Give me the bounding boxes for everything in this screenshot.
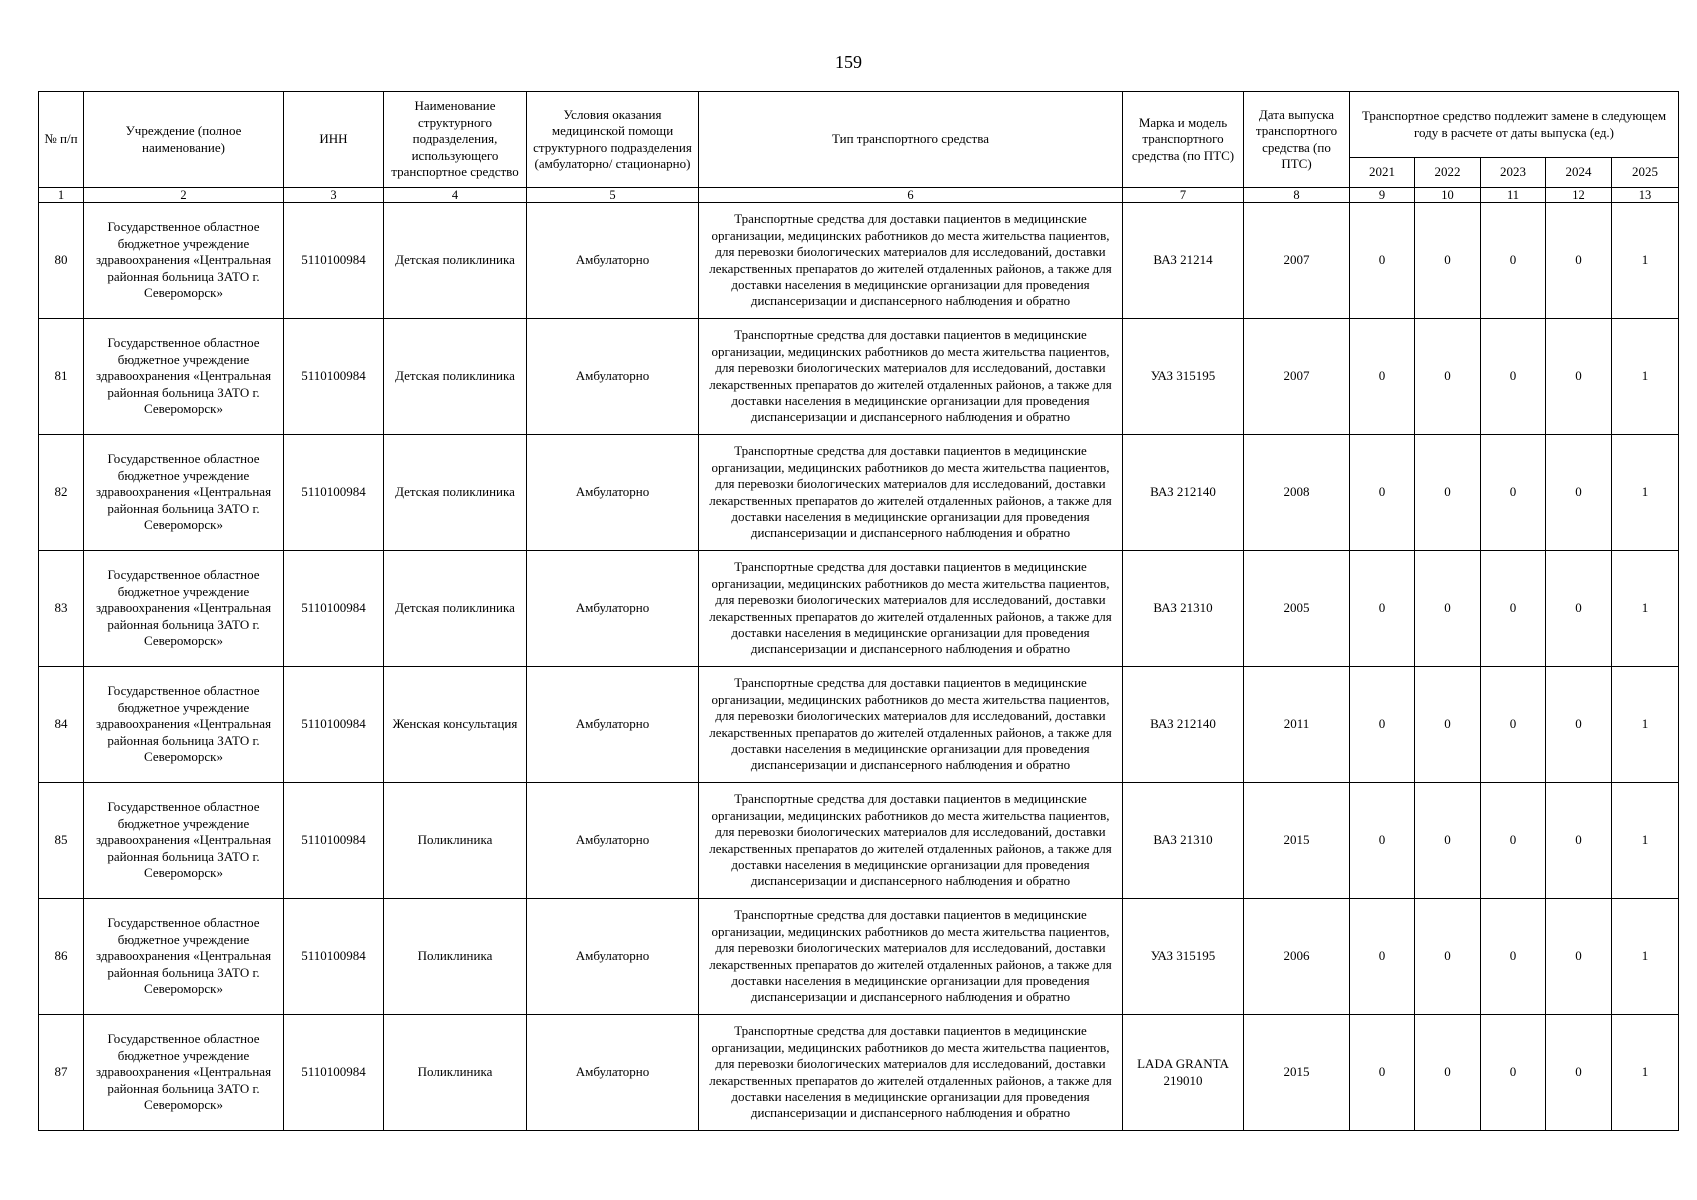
row-year-2021: 0 — [1350, 899, 1415, 1015]
header-conditions: Условия оказания медицинской помощи структурного подразделения (амбулаторно/ стационарно) — [527, 92, 699, 188]
row-subdivision: Детская поликлиника — [384, 319, 527, 435]
row-model: ВАЗ 212140 — [1123, 435, 1244, 551]
row-vehicle-type: Транспортные средства для доставки пациентов в медицинские организации, медицинских работников до места жительства пациентов, для перевозки биологических материалов для исследований, доставки лекарственных препаратов до жителей отдаленных районов, а также для доставки населения в медицинские организации для проведения диспансеризации и диспансерного наблюдения и обратно — [699, 319, 1123, 435]
row-year-2021: 0 — [1350, 435, 1415, 551]
header-release-date: Дата выпуска транспортного средства (по ПТС) — [1244, 92, 1350, 188]
header-subdivision: Наименование структурного подразделения, использующего транспортное средство — [384, 92, 527, 188]
row-year-2023: 0 — [1481, 1015, 1546, 1131]
row-num: 83 — [39, 551, 84, 667]
row-institution: Государственное областное бюджетное учреждение здравоохранения «Центральная районная больница ЗАТО г. Североморск» — [84, 899, 284, 1015]
row-institution: Государственное областное бюджетное учреждение здравоохранения «Центральная районная больница ЗАТО г. Североморск» — [84, 667, 284, 783]
column-number: 11 — [1481, 188, 1546, 203]
table-row — [39, 203, 1679, 319]
table-header — [39, 92, 1679, 203]
row-subdivision: Поликлиника — [384, 1015, 527, 1131]
table-row — [39, 783, 1679, 899]
row-year-2022: 0 — [1415, 667, 1481, 783]
row-model: ВАЗ 212140 — [1123, 667, 1244, 783]
row-release-date: 2015 — [1244, 1015, 1350, 1131]
row-inn: 5110100984 — [284, 319, 384, 435]
row-conditions: Амбулаторно — [527, 783, 699, 899]
row-year-2025: 1 — [1612, 435, 1679, 551]
row-year-2022: 0 — [1415, 435, 1481, 551]
row-release-date: 2015 — [1244, 783, 1350, 899]
row-conditions: Амбулаторно — [527, 203, 699, 319]
row-vehicle-type: Транспортные средства для доставки пациентов в медицинские организации, медицинских работников до места жительства пациентов, для перевозки биологических материалов для исследований, доставки лекарственных препаратов до жителей отдаленных районов, а также для доставки населения в медицинские организации для проведения диспансеризации и диспансерного наблюдения и обратно — [699, 203, 1123, 319]
row-year-2022: 0 — [1415, 551, 1481, 667]
column-number: 12 — [1546, 188, 1612, 203]
row-year-2023: 0 — [1481, 319, 1546, 435]
row-subdivision: Поликлиника — [384, 899, 527, 1015]
row-release-date: 2007 — [1244, 203, 1350, 319]
row-year-2022: 0 — [1415, 1015, 1481, 1131]
row-vehicle-type: Транспортные средства для доставки пациентов в медицинские организации, медицинских работников до места жительства пациентов, для перевозки биологических материалов для исследований, доставки лекарственных препаратов до жителей отдаленных районов, а также для доставки населения в медицинские организации для проведения диспансеризации и диспансерного наблюдения и обратно — [699, 667, 1123, 783]
header-inn: ИНН — [284, 92, 384, 188]
row-subdivision: Детская поликлиника — [384, 551, 527, 667]
row-year-2024: 0 — [1546, 551, 1612, 667]
row-subdivision: Детская поликлиника — [384, 435, 527, 551]
header-year: 2024 — [1546, 158, 1612, 188]
row-release-date: 2007 — [1244, 319, 1350, 435]
row-year-2021: 0 — [1350, 551, 1415, 667]
row-num: 86 — [39, 899, 84, 1015]
table-row — [39, 551, 1679, 667]
row-year-2023: 0 — [1481, 551, 1546, 667]
column-number: 7 — [1123, 188, 1244, 203]
row-inn: 5110100984 — [284, 1015, 384, 1131]
row-model: ВАЗ 21214 — [1123, 203, 1244, 319]
row-year-2024: 0 — [1546, 319, 1612, 435]
row-year-2024: 0 — [1546, 667, 1612, 783]
row-vehicle-type: Транспортные средства для доставки пациентов в медицинские организации, медицинских работников до места жительства пациентов, для перевозки биологических материалов для исследований, доставки лекарственных препаратов до жителей отдаленных районов, а также для доставки населения в медицинские организации для проведения диспансеризации и диспансерного наблюдения и обратно — [699, 551, 1123, 667]
table-row — [39, 435, 1679, 551]
row-conditions: Амбулаторно — [527, 551, 699, 667]
row-vehicle-type: Транспортные средства для доставки пациентов в медицинские организации, медицинских работников до места жительства пациентов, для перевозки биологических материалов для исследований, доставки лекарственных препаратов до жителей отдаленных районов, а также для доставки населения в медицинские организации для проведения диспансеризации и диспансерного наблюдения и обратно — [699, 783, 1123, 899]
row-release-date: 2008 — [1244, 435, 1350, 551]
row-year-2021: 0 — [1350, 1015, 1415, 1131]
row-institution: Государственное областное бюджетное учреждение здравоохранения «Центральная районная больница ЗАТО г. Североморск» — [84, 435, 284, 551]
header-year: 2022 — [1415, 158, 1481, 188]
row-year-2025: 1 — [1612, 1015, 1679, 1131]
row-year-2025: 1 — [1612, 783, 1679, 899]
row-year-2023: 0 — [1481, 899, 1546, 1015]
row-num: 82 — [39, 435, 84, 551]
row-release-date: 2011 — [1244, 667, 1350, 783]
table-row — [39, 899, 1679, 1015]
column-number-row — [39, 188, 1679, 203]
row-year-2023: 0 — [1481, 667, 1546, 783]
row-conditions: Амбулаторно — [527, 319, 699, 435]
column-number: 3 — [284, 188, 384, 203]
header-vehicle-type: Тип транспортного средства — [699, 92, 1123, 188]
row-subdivision: Детская поликлиника — [384, 203, 527, 319]
row-year-2025: 1 — [1612, 551, 1679, 667]
row-vehicle-type: Транспортные средства для доставки пациентов в медицинские организации, медицинских работников до места жительства пациентов, для перевозки биологических материалов для исследований, доставки лекарственных препаратов до жителей отдаленных районов, а также для доставки населения в медицинские организации для проведения диспансеризации и диспансерного наблюдения и обратно — [699, 435, 1123, 551]
row-year-2021: 0 — [1350, 667, 1415, 783]
row-inn: 5110100984 — [284, 783, 384, 899]
row-conditions: Амбулаторно — [527, 435, 699, 551]
row-year-2024: 0 — [1546, 899, 1612, 1015]
row-num: 81 — [39, 319, 84, 435]
header-num: № п/п — [39, 92, 84, 188]
table-row — [39, 667, 1679, 783]
row-year-2025: 1 — [1612, 203, 1679, 319]
row-inn: 5110100984 — [284, 667, 384, 783]
header-model: Марка и модель транспортного средства (по ПТС) — [1123, 92, 1244, 188]
row-conditions: Амбулаторно — [527, 667, 699, 783]
row-release-date: 2006 — [1244, 899, 1350, 1015]
header-year: 2021 — [1350, 158, 1415, 188]
row-year-2024: 0 — [1546, 1015, 1612, 1131]
row-year-2025: 1 — [1612, 899, 1679, 1015]
row-conditions: Амбулаторно — [527, 899, 699, 1015]
column-number: 5 — [527, 188, 699, 203]
column-number: 2 — [84, 188, 284, 203]
row-inn: 5110100984 — [284, 551, 384, 667]
row-release-date: 2005 — [1244, 551, 1350, 667]
row-institution: Государственное областное бюджетное учреждение здравоохранения «Центральная районная больница ЗАТО г. Североморск» — [84, 551, 284, 667]
row-vehicle-type: Транспортные средства для доставки пациентов в медицинские организации, медицинских работников до места жительства пациентов, для перевозки биологических материалов для исследований, доставки лекарственных препаратов до жителей отдаленных районов, а также для доставки населения в медицинские организации для проведения диспансеризации и диспансерного наблюдения и обратно — [699, 1015, 1123, 1131]
row-inn: 5110100984 — [284, 435, 384, 551]
row-year-2022: 0 — [1415, 783, 1481, 899]
row-institution: Государственное областное бюджетное учреждение здравоохранения «Центральная районная больница ЗАТО г. Североморск» — [84, 319, 284, 435]
row-year-2024: 0 — [1546, 783, 1612, 899]
column-number: 6 — [699, 188, 1123, 203]
column-number: 10 — [1415, 188, 1481, 203]
row-year-2023: 0 — [1481, 783, 1546, 899]
row-year-2021: 0 — [1350, 783, 1415, 899]
row-model: УАЗ 315195 — [1123, 319, 1244, 435]
table-row — [39, 319, 1679, 435]
vehicle-registry-table — [38, 91, 1679, 1131]
row-inn: 5110100984 — [284, 203, 384, 319]
row-inn: 5110100984 — [284, 899, 384, 1015]
column-number: 8 — [1244, 188, 1350, 203]
header-replacement-group: Транспортное средство подлежит замене в следующем году в расчете от даты выпуска (ед.) — [1350, 92, 1679, 158]
row-vehicle-type: Транспортные средства для доставки пациентов в медицинские организации, медицинских работников до места жительства пациентов, для перевозки биологических материалов для исследований, доставки лекарственных препаратов до жителей отдаленных районов, а также для доставки населения в медицинские организации для проведения диспансеризации и диспансерного наблюдения и обратно — [699, 899, 1123, 1015]
column-number: 1 — [39, 188, 84, 203]
row-year-2023: 0 — [1481, 203, 1546, 319]
row-model: УАЗ 315195 — [1123, 899, 1244, 1015]
row-num: 85 — [39, 783, 84, 899]
row-year-2022: 0 — [1415, 203, 1481, 319]
column-number: 9 — [1350, 188, 1415, 203]
row-num: 84 — [39, 667, 84, 783]
header-institution: Учреждение (полное наименование) — [84, 92, 284, 188]
row-subdivision: Женская консультация — [384, 667, 527, 783]
row-subdivision: Поликлиника — [384, 783, 527, 899]
column-number: 13 — [1612, 188, 1679, 203]
row-model: LADA GRANTA 219010 — [1123, 1015, 1244, 1131]
header-year: 2025 — [1612, 158, 1679, 188]
row-institution: Государственное областное бюджетное учреждение здравоохранения «Центральная районная больница ЗАТО г. Североморск» — [84, 203, 284, 319]
page-number: 159 — [835, 52, 862, 72]
column-number: 4 — [384, 188, 527, 203]
row-num: 87 — [39, 1015, 84, 1131]
table-row — [39, 1015, 1679, 1131]
row-year-2024: 0 — [1546, 435, 1612, 551]
row-model: ВАЗ 21310 — [1123, 783, 1244, 899]
row-year-2025: 1 — [1612, 319, 1679, 435]
row-year-2024: 0 — [1546, 203, 1612, 319]
row-conditions: Амбулаторно — [527, 1015, 699, 1131]
row-year-2023: 0 — [1481, 435, 1546, 551]
header-year: 2023 — [1481, 158, 1546, 188]
table-body — [39, 203, 1679, 1131]
row-num: 80 — [39, 203, 84, 319]
row-institution: Государственное областное бюджетное учреждение здравоохранения «Центральная районная больница ЗАТО г. Североморск» — [84, 783, 284, 899]
row-year-2021: 0 — [1350, 203, 1415, 319]
row-year-2021: 0 — [1350, 319, 1415, 435]
row-institution: Государственное областное бюджетное учреждение здравоохранения «Центральная районная больница ЗАТО г. Североморск» — [84, 1015, 284, 1131]
row-model: ВАЗ 21310 — [1123, 551, 1244, 667]
row-year-2025: 1 — [1612, 667, 1679, 783]
row-year-2022: 0 — [1415, 899, 1481, 1015]
row-year-2022: 0 — [1415, 319, 1481, 435]
